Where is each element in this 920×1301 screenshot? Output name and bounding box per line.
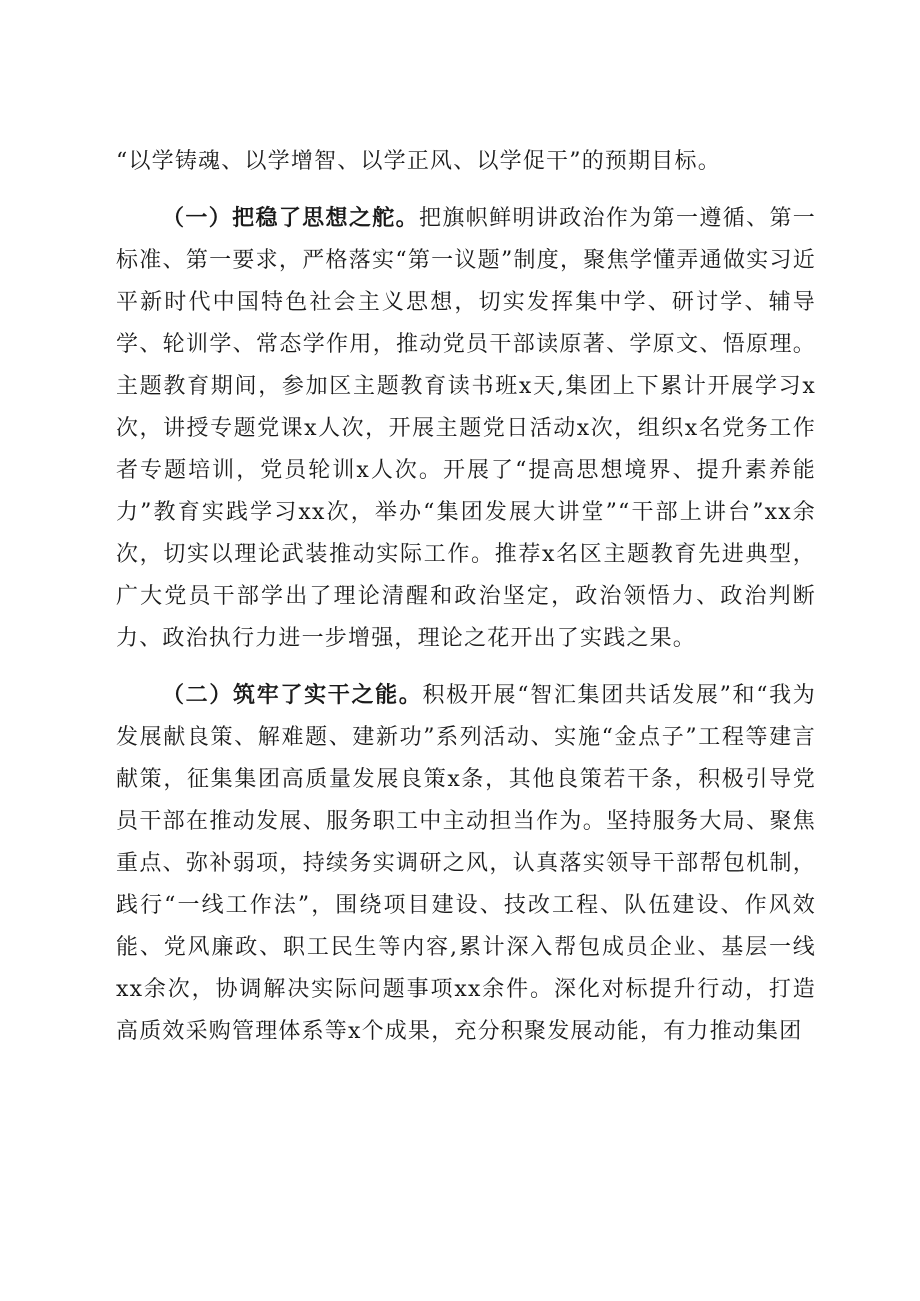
section-heading: （一）把稳了思想之舵。 bbox=[162, 206, 419, 231]
section-heading: （二）筑牢了实干之能。 bbox=[162, 683, 423, 708]
paragraph-text: 积极开展“智汇集团共话发展”和“我为发展献良策、解难题、建新功”系列活动、实施“金点子”工程等建言献策，征集集团高质量发展良策x条，其他良策若干条，积极引导党员干部在推动发展、服务职工中主动担当作为。坚持服务大局、聚焦重点、弥补弱项，持续务实调研之风，认真落实领导干部帮包机制，践行“一线工作法”，围绕项目建设、技改工程、队伍建设、作风效能、党风廉政、职工民生等内容,累计深入帮包成员企业、基层一线xx余次，协调解决实际问题事项xx余件。深化对标提升行动，打造高质效采购管理体系等x个成果，充分积聚发展动能，有力推动集团 bbox=[116, 683, 817, 1044]
paragraph-text: “以学铸魂、以学增智、以学正风、以学促干”的预期目标。 bbox=[116, 149, 721, 174]
paragraph-section-1 bbox=[116, 198, 816, 660]
document-page bbox=[116, 141, 816, 1053]
paragraph-continuation bbox=[116, 141, 816, 183]
paragraph-section-2 bbox=[116, 675, 816, 1053]
paragraph-text: 把旗帜鲜明讲政治作为第一遵循、第一标准、第一要求，严格落实“第一议题”制度，聚焦学懂弄通做实习近平新时代中国特色社会主义思想，切实发挥集中学、研讨学、辅导学、轮训学、常态学作用，推动党员干部读原著、学原文、悟原理。主题教育期间，参加区主题教育读书班x天,集团上下累计开展学习x次，讲授专题党课x人次，开展主题党日活动x次，组织x名党务工作者专题培训，党员轮训x人次。开展了“提高思想境界、提升素养能力”教育实践学习xx次，举办“集团发展大讲堂”“干部上讲台”xx余次，切实以理论武装推动实际工作。推荐x名区主题教育先进典型，广大党员干部学出了理论清醒和政治坚定，政治领悟力、政治判断力、政治执行力进一步增强，理论之花开出了实践之果。 bbox=[116, 206, 817, 651]
